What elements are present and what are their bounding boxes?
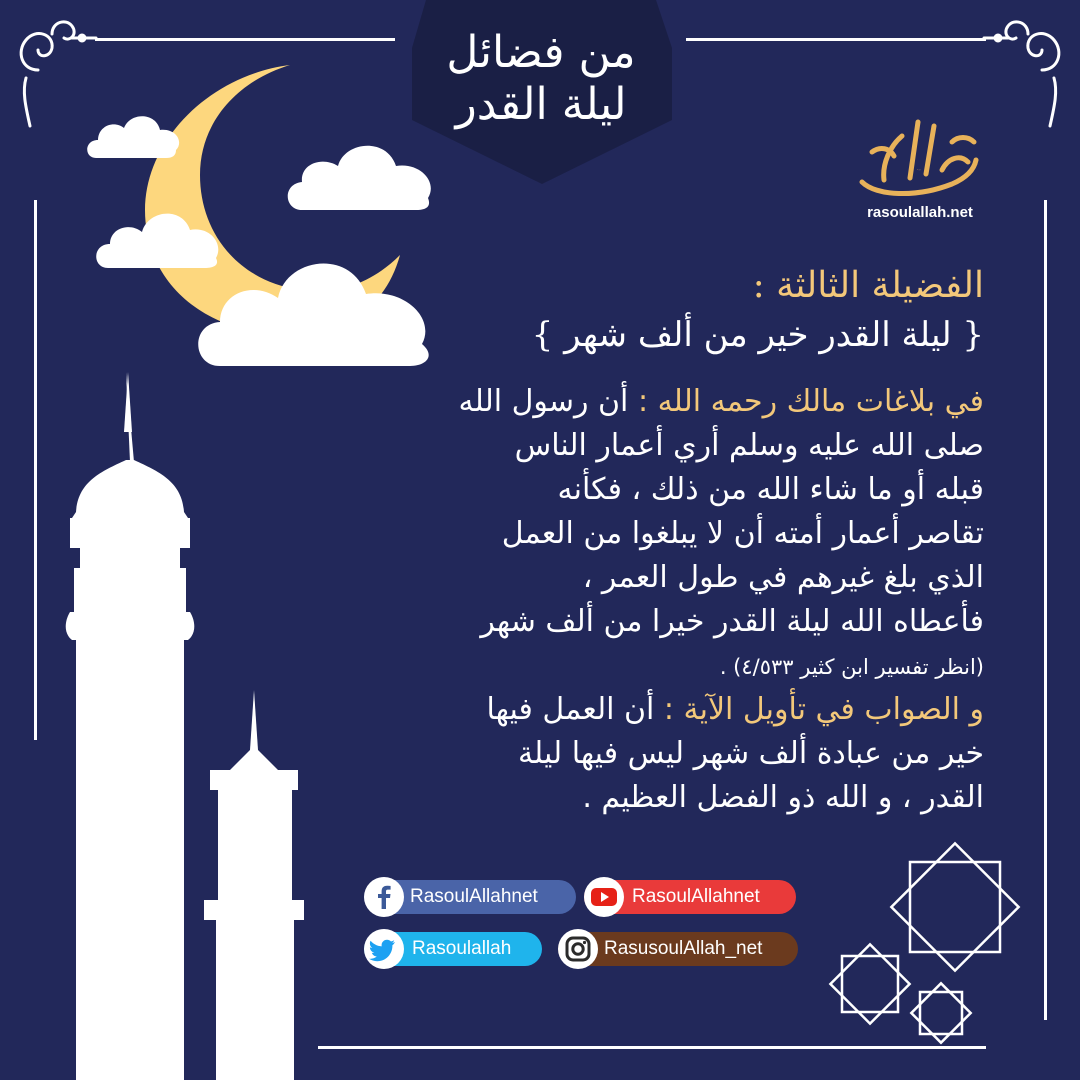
paragraph-1-line: صلى الله عليه وسلم أري أعمار الناس xyxy=(514,428,984,463)
cloud-icon xyxy=(282,136,438,212)
corner-ornament-right xyxy=(982,8,1072,128)
paragraph-2-line: أن العمل فيها xyxy=(486,692,655,727)
virtue-verse: { ليلة القدر خير من ألف شهر } xyxy=(531,315,984,355)
star-ornament-small xyxy=(908,980,974,1046)
paragraph-1-source: في بلاغات مالك رحمه الله : xyxy=(637,384,984,419)
title-line-2: ليلة القدر xyxy=(455,79,627,130)
paragraph-1-line: أن رسول الله xyxy=(458,384,629,419)
cloud-icon xyxy=(190,244,438,368)
frame-right-line xyxy=(1044,200,1047,1020)
instagram-handle: RasusoulAllah_net xyxy=(604,938,763,959)
paragraph-2 xyxy=(344,688,984,820)
paragraph-1 xyxy=(344,380,984,644)
paragraph-1-first-line xyxy=(344,380,984,424)
cloud-icon xyxy=(84,110,184,160)
paragraph-1-line: تقاصر أعمار أمته أن لا يبلغوا من العمل xyxy=(501,516,984,551)
twitter-icon xyxy=(364,929,404,969)
facebook-handle: RasoulAllahnet xyxy=(410,886,538,907)
facebook-link[interactable] xyxy=(364,880,576,914)
reference-note: (انظر تفسير ابن كثير ٤/٥٣٣) . xyxy=(719,655,984,679)
twitter-link[interactable] xyxy=(364,932,542,966)
instagram-icon xyxy=(558,929,598,969)
frame-top-right-line xyxy=(686,38,986,41)
twitter-handle: Rasoulallah xyxy=(412,938,512,959)
youtube-link[interactable] xyxy=(584,880,796,914)
frame-top-left-line xyxy=(95,38,395,41)
paragraph-2-source: و الصواب في تأويل الآية : xyxy=(663,692,984,727)
minaret-tall xyxy=(60,372,200,1080)
star-ornament-medium xyxy=(826,940,914,1028)
instagram-link[interactable] xyxy=(558,932,798,966)
paragraph-1-line: فأعطاه الله ليلة القدر خيرا من ألف شهر xyxy=(480,604,984,639)
paragraph-1-line: قبله أو ما شاء الله من ذلك ، فكأنه xyxy=(557,472,984,507)
frame-bottom-line xyxy=(318,1046,986,1049)
paragraph-2-line: القدر ، و الله ذو الفضل العظيم . xyxy=(582,780,984,815)
facebook-icon xyxy=(364,877,404,917)
paragraph-1-line: الذي بلغ غيرهم في طول العمر ، xyxy=(582,560,984,595)
paragraph-2-first-line xyxy=(344,688,984,732)
title-line-1: من فضائل xyxy=(446,27,636,78)
logo-icon xyxy=(856,112,982,204)
paragraph-2-line: خير من عبادة ألف شهر ليس فيها ليلة xyxy=(517,736,984,771)
youtube-handle: RasoulAllahnet xyxy=(632,886,760,907)
frame-left-line xyxy=(34,200,37,740)
minaret-short xyxy=(200,690,310,1080)
youtube-icon xyxy=(584,877,624,917)
logo-text: رسول الله xyxy=(916,170,922,171)
brand-url: rasoulallah.net xyxy=(867,204,973,221)
virtue-heading: الفضيلة الثالثة : xyxy=(752,265,984,306)
